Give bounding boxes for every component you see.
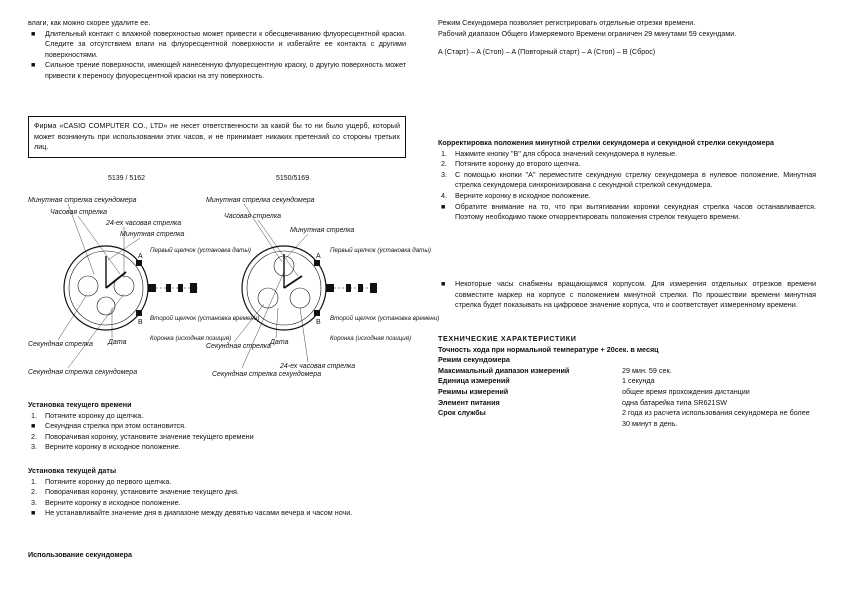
list-text: Нажмите кнопку "B" для сброса значений секундомера в нулевые. [455,148,678,158]
bullet-text: Длительный контакт с влажной поверхностью может привести к обесцвечиванию флуоресцентной краски. Следите за отсутствием влаги на флуоресцентной поверхности и избегайте ее контакта с другими поверхностями. [45,28,406,59]
disclaimer-box-wrap [28,116,406,158]
set-date-section [28,466,406,519]
b-label-date: Дата [270,339,289,346]
spec-value: 2 года из расчета использования секундомера не более 30 минут в день. [622,408,810,428]
set-time-step [28,421,406,432]
bullet-marker: ■ [441,279,446,288]
note-section [438,279,816,311]
a-label-date: Дата [108,339,127,346]
list-marker: 1. [31,410,37,420]
a-label-second-click: Второй щелчок (установка времени) [150,315,260,322]
spec-row [438,387,816,398]
list-text: Верните коронку в исходное положение. [455,190,591,200]
sw-use-section [28,550,406,561]
disclaimer-box: Фирма «CASIO COMPUTER CO., LTD» не несет ответственности за какой бы то ни было ущерб, который может возникнуть при использовании этих часов, и не принимает никаких претензий со стороны третьих лиц. [28,116,406,158]
a-button-a-label: A [138,253,143,260]
a-label-first-click: Первый щелчок (установка даты) [150,247,251,254]
watch-b-button-b [314,310,320,316]
set-date-step [28,477,406,488]
spec-value: 29 мин. 59 сек. [622,365,672,375]
watch-a-crown [148,284,156,292]
watch-b-button-a [314,260,320,266]
watch-a-hour-hand [106,272,126,288]
list-marker: ■ [31,508,36,518]
list-text: Потяните коронку до второго щелчка. [455,159,581,169]
b-label-second: Секундная стрелка [206,343,271,350]
set-time-title: Установка текущего времени [28,400,132,409]
b-label-first-click: Первый щелчок (установка даты) [330,247,431,254]
watch-b-subdial-left [258,288,278,308]
correct-step [438,191,816,202]
bullet-marker: ■ [31,60,36,70]
correct-step [438,202,816,223]
correct-list [438,149,816,223]
set-date-step [28,508,406,519]
watch-a-subdial-left [78,276,98,296]
watch-b-subdial-right [290,288,310,308]
set-date-step [28,498,406,509]
a-label-second: Секундная стрелка [28,341,93,348]
spec-key: Элемент питания [438,397,500,407]
correct-title: Корректировка положения минутной стрелки секундомера и секундной стрелки секундомера [438,138,774,147]
spec-key: Режимы измерений [438,386,509,396]
bullet-item [28,60,406,81]
list-text: Верните коронку в исходное положение. [45,442,181,452]
list-marker: 3. [31,497,37,507]
bullet-marker: ■ [31,28,36,38]
list-text: Потяните коронку до щелчка. [45,410,144,420]
list-text: Верните коронку в исходное положение. [45,497,181,507]
spec-row [438,366,816,377]
tech-title: ТЕХНИЧЕСКИЕ ХАРАКТЕРИСТИКИ [438,334,577,343]
correct-step [438,149,816,160]
model-label-b: 5150/5169 [276,175,310,182]
left-column [28,18,406,82]
watch-diagram-svg [28,168,440,396]
spec-row [438,408,816,429]
set-time-section [28,400,406,453]
correct-step [438,170,816,191]
a-label-sw-second: Секундная стрелка секундомера [28,369,138,376]
set-time-step [28,442,406,453]
list-marker: 1. [441,148,447,158]
set-time-list [28,411,406,453]
bullet-text: Сильное трение поверхности, имеющей нанесенную флуоресцентную краску, о другую поверхность может привести к переносу флуоресцентной краски на эту поверхность. [45,60,406,80]
b-label-24h: 24-ех часовая стрелка [280,363,356,370]
sw-desc-2: Рабочий диапазон Общего Измеряемого Времени ограничен 29 минутами 59 секундами. [438,28,737,38]
spec-value: одна батарейка типа SR621SW [622,397,728,407]
spec-row [438,376,816,387]
spec-value: общее время прохождения дистанции [622,386,750,396]
set-time-step [28,411,406,422]
set-time-step [28,432,406,443]
bullet-item [28,29,406,61]
tech-sw-mode: Режим секундомера [438,355,510,365]
spec-key: Единица измерений [438,376,510,386]
set-date-step [28,487,406,498]
b-label-minute: Минутная стрелка [290,227,355,234]
spec-key: Срок службы [438,408,486,418]
note-text: Некоторые часы снабжены вращающимся корпусом. Для измерения отдельных отрезков времени совместите маркер на корпусе с положением минутной стрелки. По прошествии времени минутная стрелка будет показывать на цифровое значение корпуса, что и соответствует измеренному времени. [455,279,816,310]
b-button-b-label: B [316,319,321,326]
b-label-sw-second: Секундная стрелка секундомера [212,371,322,378]
correct-section [438,138,816,223]
right-column [438,18,816,58]
tech-accuracy: Точность хода при нормальной температуре + 20сек. в месяц [438,344,659,354]
watch-b-crown [326,284,334,292]
list-marker: 1. [31,476,37,486]
sw-use-title: Использование секундомера [28,550,133,559]
list-text: С помощью кнопки "A" переместите секундную стрелку секундомера в нулевое положение. Минутная стрелка секундомера синхронизирована с секундной стрелкой секундомера. [455,169,816,190]
a-label-minute: Минутная стрелка [120,231,185,238]
list-marker: 2. [31,431,37,441]
set-date-list [28,477,406,519]
watch-diagram [28,168,440,396]
spec-value: 1 секунда [622,376,655,386]
a-button-b-label: B [138,319,143,326]
correct-step [438,159,816,170]
list-marker: 2. [31,487,37,497]
list-text: Секундная стрелка при этом остановится. [45,421,187,431]
list-marker: 2. [441,159,447,169]
b-label-minute-sw: Минутная стрелка секундомера [206,197,315,204]
list-marker: 3. [31,442,37,452]
tech-section [438,334,816,429]
a-label-crown: Коронка (исходная позиция) [150,335,232,342]
watch-b-hour-hand [284,276,302,288]
list-marker: ■ [31,421,36,431]
b-label-second-click: Второй щелчок (установка времени) [330,315,440,322]
list-text: Потяните коронку до первого щелчка. [45,476,172,486]
spec-list [438,366,816,430]
watch-a-button-b [136,310,142,316]
list-text: Не устанавливайте значение дня в диапазоне между девятью часами вечера и часом ночи. [45,508,353,518]
model-label-a: 5139 / 5162 [108,175,145,182]
sw-desc-1: Режим Секундомера позволяет регистрировать отдельные отрезки времени. [438,18,696,27]
set-date-title: Установка текущей даты [28,466,117,475]
note-item [438,279,816,311]
watch-a-subdial-bottom [97,297,115,315]
b-label-hour: Часовая стрелка [224,213,282,220]
a-label-minute-sw: Минутная стрелка секундомера [28,197,137,204]
list-marker: ■ [441,201,446,211]
list-text: Обратите внимание на то, что при вытягивании коронки секундная стрелка часов останавливается. Поэтому необходимо также откорректировать положения стрелок текущего времени. [455,201,816,222]
list-marker: 4. [441,190,447,200]
b-label-crown: Коронка (исходная позиция) [330,335,412,342]
top-text: влаги, как можно скорее удалите ее. [28,18,151,27]
list-text: Поворачивая коронку, установите значение текущего времени [45,431,254,441]
list-text: Поворачивая коронку, установите значение текущего дня. [45,487,239,497]
watch-a-button-a [136,260,142,266]
spec-key: Максимальный диапазон измерений [438,365,570,375]
list-marker: 3. [441,169,447,179]
spec-row [438,398,816,409]
b-button-a-label: A [316,253,321,260]
a-label-hour: Часовая стрелка [50,209,108,216]
a-label-24h: 24-ех часовая стрелка [106,220,182,227]
sw-sequence: A (Старт) – A (Стоп) – A (Повторный старт) – A (Стоп) – B (Сброс) [438,47,656,57]
